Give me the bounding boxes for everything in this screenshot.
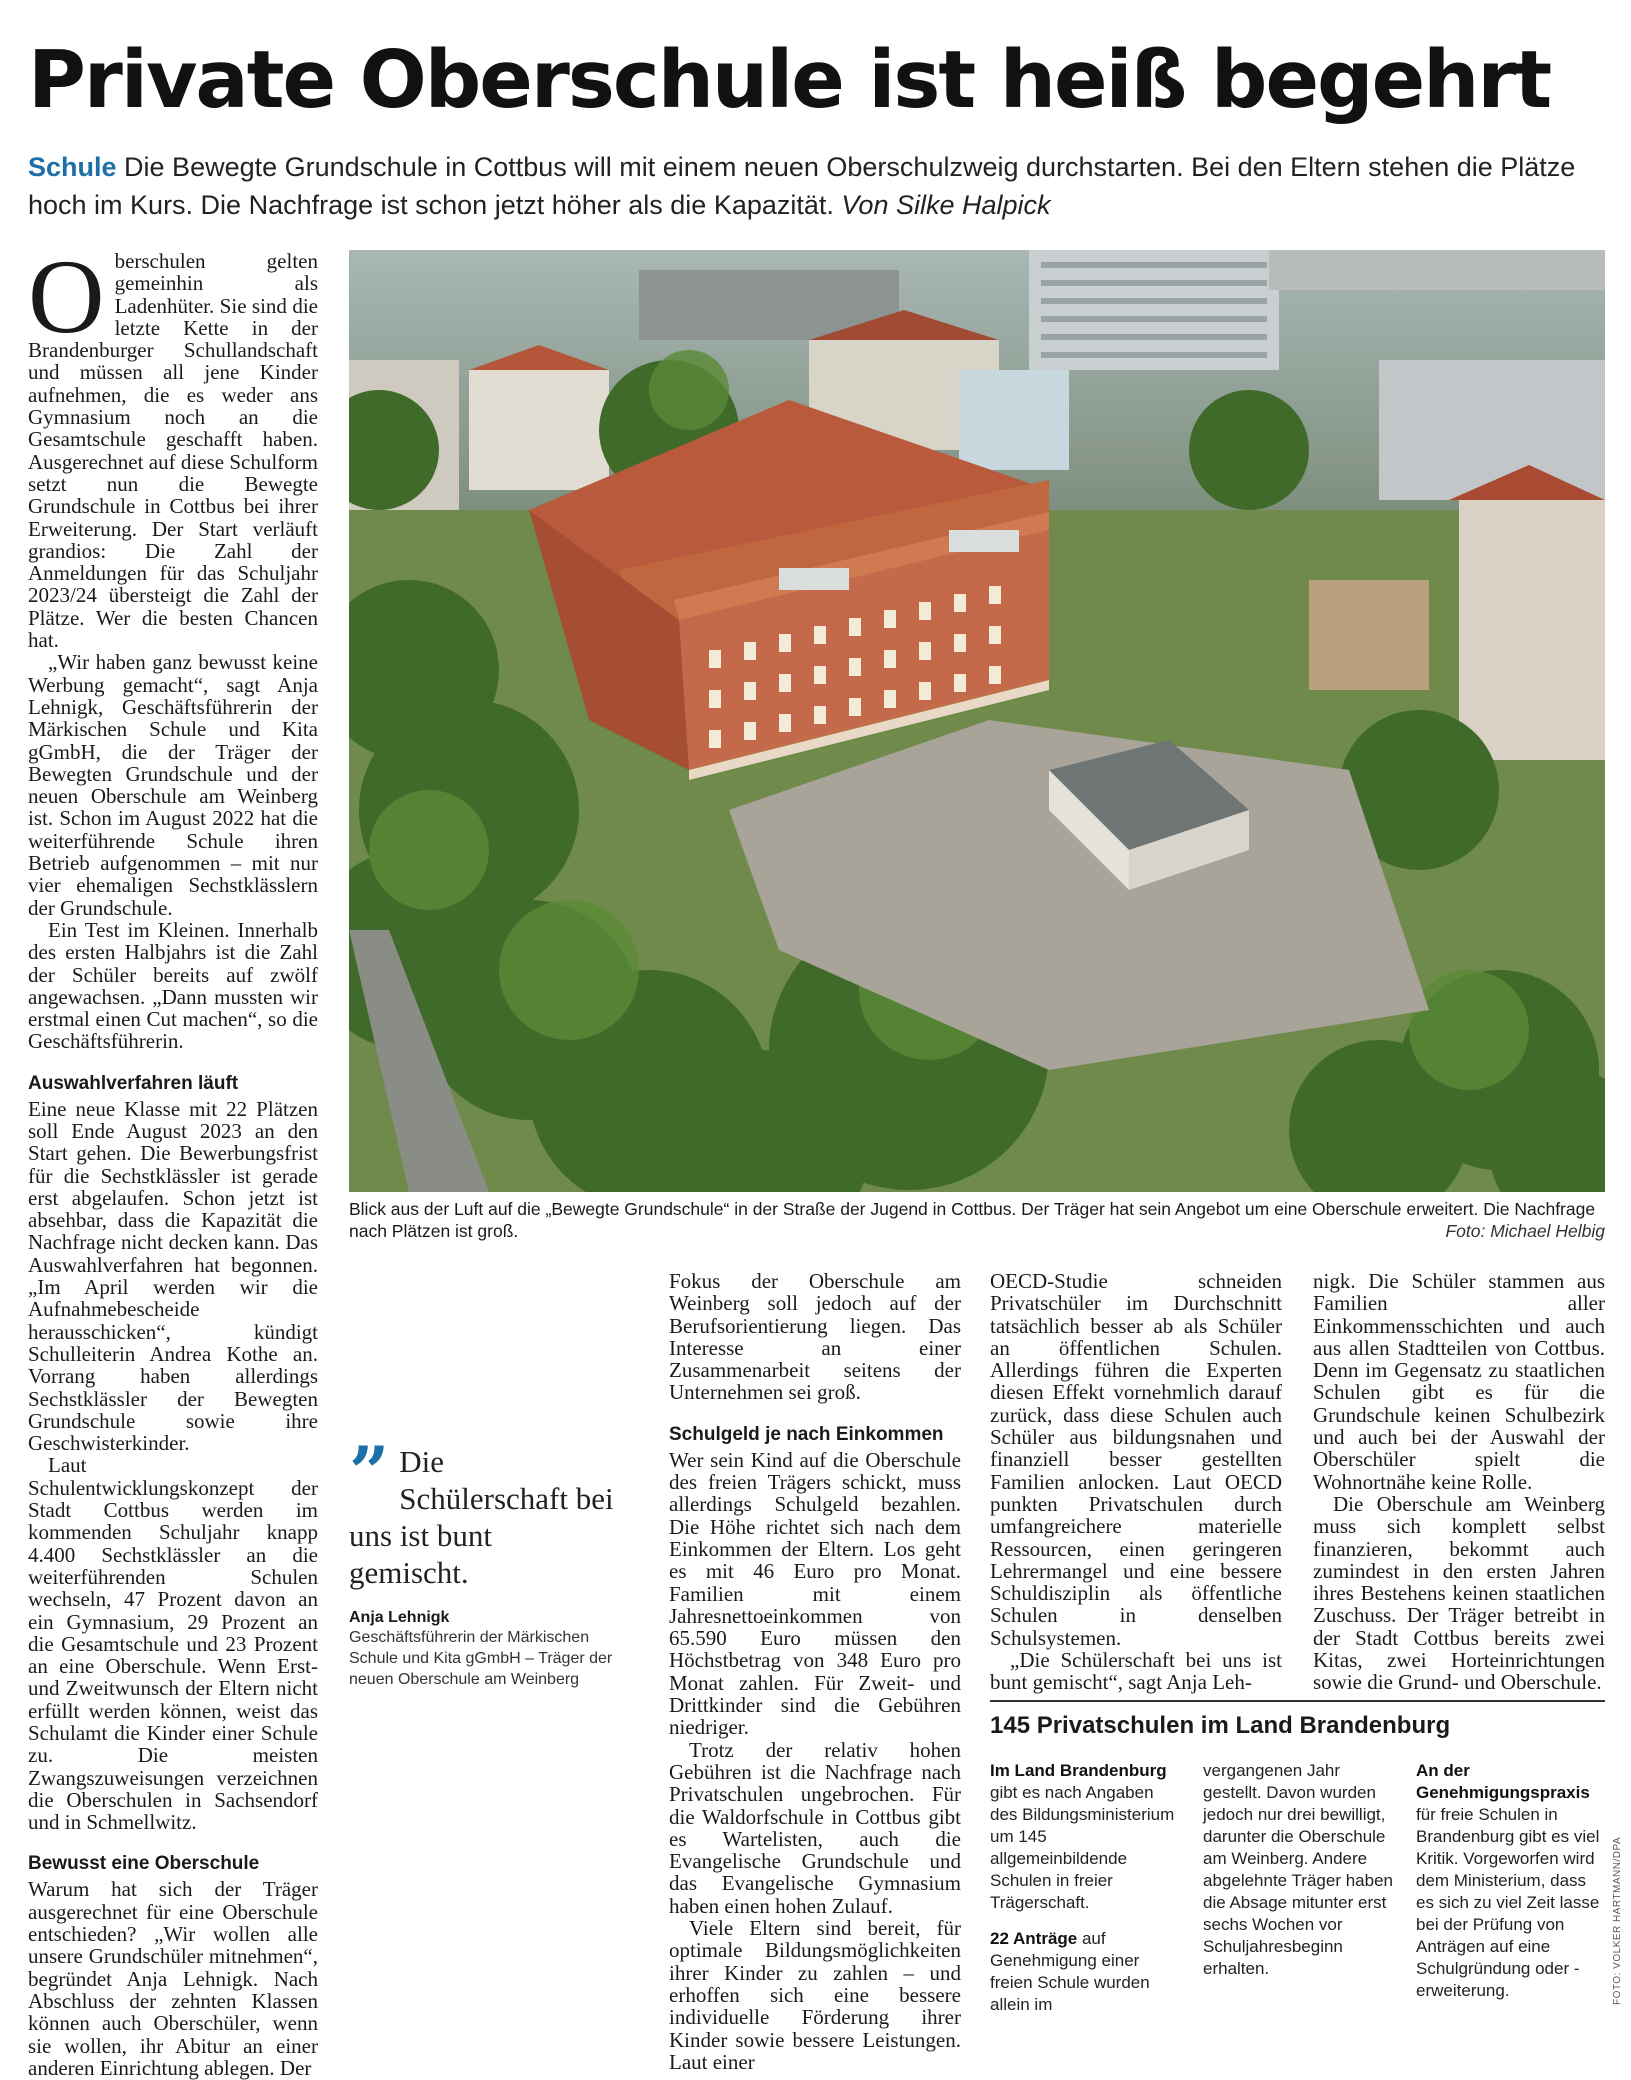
- photo-credit: Foto: Michael Helbig: [1445, 1221, 1605, 1241]
- article-column-5: [1313, 1270, 1605, 1694]
- byline: Von Silke Halpick: [841, 190, 1051, 220]
- infobox-text: für freie Schulen in Brandenburg gibt es viel Kritik. Vorgeworfen wird dem Ministerium, dass es sich zu viel Zeit lasse bei der Prüfung von Anträgen auf eine Schulgründung oder -erweiterung.: [1416, 1805, 1600, 2000]
- paragraph: nigk. Die Schüler stammen aus Familien aller Einkommensschichten und auch aus allen Stadtteilen von Cottbus. Denn im Gegensatz zu staatlichen Schulen gibt es für die Grundschule keinen Schulbezirk und auch bei der Auswahl der Oberschüler spielt die Wohnortnähe keine Rolle.: [1313, 1269, 1605, 1494]
- infobox-divider: [990, 1700, 1605, 1702]
- infobox-lead: An der Genehmigungspraxis: [1416, 1761, 1590, 1802]
- infobox-title: 145 Privatschulen im Land Brandenburg: [990, 1712, 1451, 1739]
- subheading: Bewusst eine Oberschule: [28, 1853, 260, 1875]
- aerial-school-photo: [349, 250, 1605, 1192]
- dropcap: O: [28, 238, 105, 355]
- quote-text: Die Schülerschaft bei uns ist bunt gemischt.: [349, 1444, 614, 1590]
- infobox-column-3: [1416, 1760, 1606, 2002]
- paragraph: Viele Eltern sind bereit, für optimale Bildungsmöglichkeiten ihrer Kinder zu zahlen – und erhoffen sich eine bessere individuelle Förderung ihrer Kinder sowie bessere Leistungen. Laut einer: [669, 1916, 961, 2074]
- quote-author: Anja Lehnigk: [349, 1609, 450, 1626]
- infobox-lead: Im Land Brandenburg: [990, 1761, 1167, 1780]
- paragraph: Warum hat sich der Träger ausgerechnet für eine Oberschule entschieden? „Wir wollen alle unsere Grundschüler mitnehmen“, begründet Anja Lehnigk. Nach Abschluss der zehnten Klassen können auch Oberschüler, wenn sie wollen, ihr Abitur an einer anderen Einrichtung ablegen. Der: [28, 1877, 318, 2080]
- paragraph: Wer sein Kind auf die Oberschule des freien Trägers schickt, muss allerdings Schulgeld bezahlen. Die Höhe richtet sich nach dem Einkommen der Eltern. Los geht es mit 46 Euro pro Monat. Familien mit einem Jahresnettoeinkommen von 65.590 Euro müssen den Höchstbetrag von 348 Euro pro Monat zahlen. Für Zweit- und Drittkinder sind die Gebühren niedriger.: [669, 1447, 961, 1740]
- paragraph: Die Oberschule am Weinberg muss sich komplett selbst finanzieren, bekommt auch zumindest in den ersten Jahren ihres Bestehens keinen staatlichen Zuschuss. Der Träger betreibt in der Stadt Cottbus bereits zwei Kitas, zwei Horteinrichtungen sowie die Grund- und Oberschule.: [1313, 1491, 1605, 1695]
- infobox-text: gibt es nach Angaben des Bildungsministerium um 145 allgemeinbildende Schulen in freier Trägerschaft.: [990, 1783, 1175, 1912]
- side-photo-credit-text: FOTO: VOLKER HARTMANN/DPA: [1612, 1836, 1623, 2005]
- infobox-lead: 22 Anträge: [990, 1929, 1078, 1948]
- subheading: Schulgeld je nach Einkommen: [669, 1423, 944, 1445]
- article-column-3: [669, 1270, 961, 2073]
- paragraph: Ein Test im Kleinen. Innerhalb des ersten Halbjahrs ist die Zahl der Schüler bereits auf zwölf angewachsen. „Dann mussten wir erstmal einen Cut machen“, so die Geschäftsführerin.: [28, 917, 318, 1054]
- infobox-column-1: [990, 1760, 1180, 2016]
- pull-quote: [349, 1431, 619, 1690]
- paragraph: „Die Schülerschaft bei uns ist bunt gemischt“, sagt Anja Leh-: [990, 1648, 1282, 1695]
- side-photo-credit: [1612, 1740, 1626, 2010]
- infobox-text: vergangenen Jahr gestellt. Davon wurden jedoch nur drei bewilligt, darunter die Oberschule am Weinberg. Andere abgelehnte Träger haben die Absage mitunter erst sechs Wochen vor Schuljahresbeginn erhalten.: [1203, 1761, 1393, 1978]
- infobox-text: auf Genehmigung einer freien Schule wurden allein im: [990, 1929, 1150, 2014]
- article-column-4: [990, 1270, 1282, 1694]
- paragraph: „Wir haben ganz bewusst keine Werbung gemacht“, sagt Anja Lehnigk, Geschäftsführerin der Märkischen Schule und Kita gGmbH, die der Träger der Bewegten Grundschule und der neuen Oberschule am Weinberg ist. Schon im August 2022 hat die weiterführende Schule ihren Betrieb aufgenommen – mit nur vier ehemaligen Sechstklässlern der Grundschule.: [28, 650, 318, 920]
- photo-caption: [349, 1198, 1605, 1242]
- teaser-kicker: Schule: [28, 152, 117, 182]
- subheading: Auswahlverfahren läuft: [28, 1072, 239, 1094]
- paragraph: Eine neue Klasse mit 22 Plätzen soll Ende August 2023 an den Start gehen. Die Bewerbungsfrist für die Sechstklässler ist gerade erst abgelaufen. Schon jetzt ist absehbar, dass die Kapazität die Nachfrage nicht decken kann. Das Auswahlverfahren hat begonnen. „Im April werden wir die Aufnahmebescheide herausschicken“, kündigt Schulleiterin Andrea Kothe an. Vorrang haben allerdings Sechstklässler der Bewegten Grundschule sowie ihre Geschwisterkinder.: [28, 1096, 318, 1456]
- paragraph: Laut Schulentwicklungskonzept der Stadt Cottbus werden im kommenden Schuljahr knapp 4.400 Sechstklässler an die weiterführenden Schulen wechseln, 47 Prozent davon an ein Gymnasium, 29 Prozent an die Gesamtschule und 23 Prozent an eine Oberschule. Wenn Erst- und Zweitwunsch der Eltern nicht erfüllt werden können, weist das Schulamt die Kinder einer Schule zu. Die meisten Zwangszuweisungen verzeichnen die Oberschulen in Sachsendorf und in Schmellwitz.: [28, 1453, 318, 1835]
- article-column-1: [28, 238, 318, 2080]
- teaser: [28, 148, 1608, 224]
- headline: Private Oberschule ist heiß begehrt: [28, 34, 1551, 126]
- quote-author-role: Geschäftsführerin der Märkischen Schule und Kita gGmbH – Träger der neuen Oberschule am Weinberg: [349, 1629, 613, 1688]
- paragraph: berschulen gelten gemeinhin als Ladenhüter. Sie sind die letzte Kette in der Brandenburger Schullandschaft und müssen all jene Kinder aufnehmen, die es weder ans Gymnasium noch an die Gesamtschule geschafft haben. Ausgerechnet auf diese Schulform setzt nun die Bewegte Grundschule in Cottbus bei ihrer Erweiterung. Der Start verläuft grandios: Die Zahl der Anmeldungen für das Schuljahr 2023/24 übersteigt die Zahl der Plätze. Wer die besten Chancen hat.: [28, 249, 318, 653]
- teaser-text: Die Bewegte Grundschule in Cottbus will mit einem neuen Oberschulzweig durchstarten. Bei den Eltern stehen die Plätze hoch im Kurs. Die Nachfrage ist schon jetzt höher als die Kapazität.: [28, 152, 1576, 220]
- paragraph: Trotz der relativ hohen Gebühren ist die Nachfrage nach Privatschulen ungebrochen. Für die Waldorfschule in Cottbus gibt es Wartelisten, auch die Evangelische Grundschule und das Evangelische Gymnasium haben einen hohen Zulauf.: [669, 1737, 961, 1918]
- paragraph: Fokus der Oberschule am Weinberg soll jedoch auf der Berufsorientierung liegen. Das Interesse an einer Zusammenarbeit seitens der Unternehmen sei groß.: [669, 1269, 961, 1405]
- paragraph: OECD-Studie schneiden Privatschüler im Durchschnitt tatsächlich besser ab als Schüler an öffentlichen Schulen. Allerdings führen die Experten diesen Effekt vornehmlich darauf zurück, dass diese Schulen auch Schüler aus bildungsnahen und finanziell besser gestellten Familien anlocken. Laut OECD punkten Privatschulen durch umfangreichere materielle Ressourcen, einen geringeren Lehrermangel und eine bessere Schuldisziplin als öffentliche Schulen in denselben Schulsystemen.: [990, 1269, 1282, 1650]
- quote-mark-icon: ”: [349, 1431, 390, 1514]
- infobox-column-2: [1203, 1760, 1393, 1980]
- caption-text: Blick aus der Luft auf die „Bewegte Grundschule“ in der Straße der Jugend in Cottbus. Der Träger hat sein Angebot um eine Oberschule erweitert. Die Nachfrage nach Plätzen ist groß.: [349, 1199, 1596, 1241]
